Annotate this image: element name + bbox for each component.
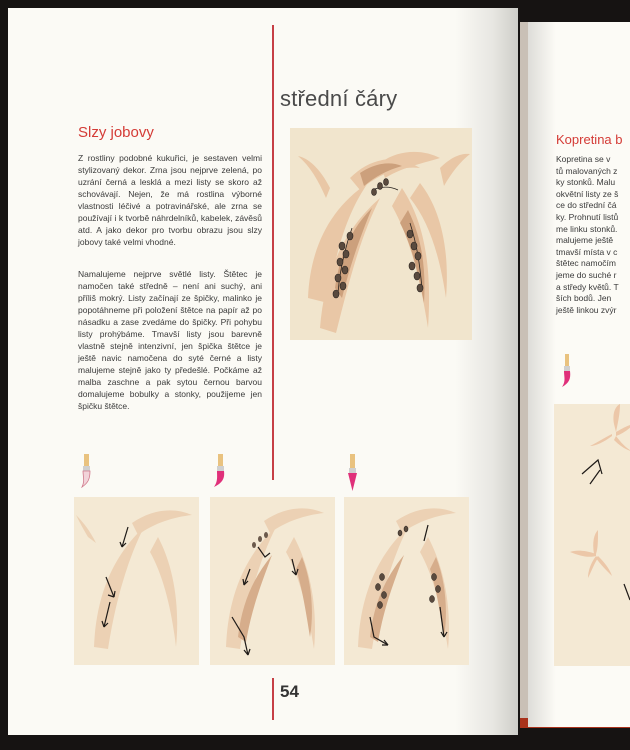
right-text-line: malujeme ještě bbox=[556, 235, 614, 246]
page-number: 54 bbox=[280, 682, 299, 701]
vertical-divider bbox=[272, 25, 274, 480]
right-brush-icon bbox=[560, 354, 574, 388]
brush-pink-icon bbox=[212, 454, 228, 488]
brush-light-icon bbox=[78, 454, 94, 488]
right-text-line: tů malovaných z bbox=[556, 165, 618, 176]
page-number-divider bbox=[272, 678, 274, 720]
right-illustration bbox=[554, 404, 630, 666]
intro-paragraph: Z rostliny podobné kukuřici, je sestaven velmi stylizovaný dekor. Zrna jsou nejprve zelená, po uzrání černá a lesklá a mezi listy se skoro až schovávají. Nejen, že má rostlina výborné vlastnosti léčivé a potravinářské, ale zrna se používají i k tvorbě náhrdelníků, kabelek, závěsů atd. A jako dekor pro tvorbu obrazu jsou slzy jobovy také velmi vhodné. bbox=[78, 153, 262, 247]
right-article-heading: Kopretina b bbox=[556, 132, 623, 147]
section-title: střední čáry bbox=[280, 86, 398, 111]
right-text-line: ších bodů. Jen bbox=[556, 293, 612, 304]
right-text-line: štětec namočím bbox=[556, 258, 616, 269]
right-gutter-shadow bbox=[528, 22, 556, 727]
step-3-illustration bbox=[344, 497, 469, 665]
main-illustration bbox=[290, 128, 472, 340]
right-text-line: tmavší místa v c bbox=[556, 246, 618, 257]
step-2-illustration bbox=[210, 497, 335, 665]
right-body-text bbox=[556, 154, 630, 316]
right-page bbox=[528, 22, 630, 727]
brush-tip-icon bbox=[344, 454, 360, 492]
page-stack-edge bbox=[520, 22, 528, 727]
article-heading: Slzy jobovy bbox=[78, 124, 154, 141]
right-text-line: okvětní listy ze š bbox=[556, 188, 619, 199]
right-text-line: ještě linkou zvýr bbox=[556, 304, 617, 315]
right-text-line: ce do střední čá bbox=[556, 200, 617, 211]
instructions-paragraph: Namalujeme nejprve světlé listy. Štětec je namočen také středně – není ani suchý, ani příliš mokrý. Listy začínají ze špičky, malinko je popotáhneme při položení štětce na papír až po násadku a zase zvedáme do špičky. Při pohybu listy prohýbáme. Tmavší listy jsou barevně vlastně stejně intenzivní, jen špička štětce je ještě navic namočena do syté černé a listy malujeme stejně jako ty předešlé. Počkáme až malba zaschne a pak sytou černou barvou domalujeme bobulky a stonky, použijeme jen špičku štětce. bbox=[78, 269, 262, 411]
right-text-line: Kopretina se v bbox=[556, 154, 611, 164]
right-text-line: jeme do suché r bbox=[556, 269, 617, 280]
right-text-line: me linku stonků. bbox=[556, 223, 618, 234]
right-text-line: ky stonků. Malu bbox=[556, 177, 616, 188]
right-text-line: a středy květů. T bbox=[556, 281, 619, 292]
step-1-illustration bbox=[74, 497, 199, 665]
right-text-line: ky. Prohnutí listů bbox=[556, 211, 619, 222]
